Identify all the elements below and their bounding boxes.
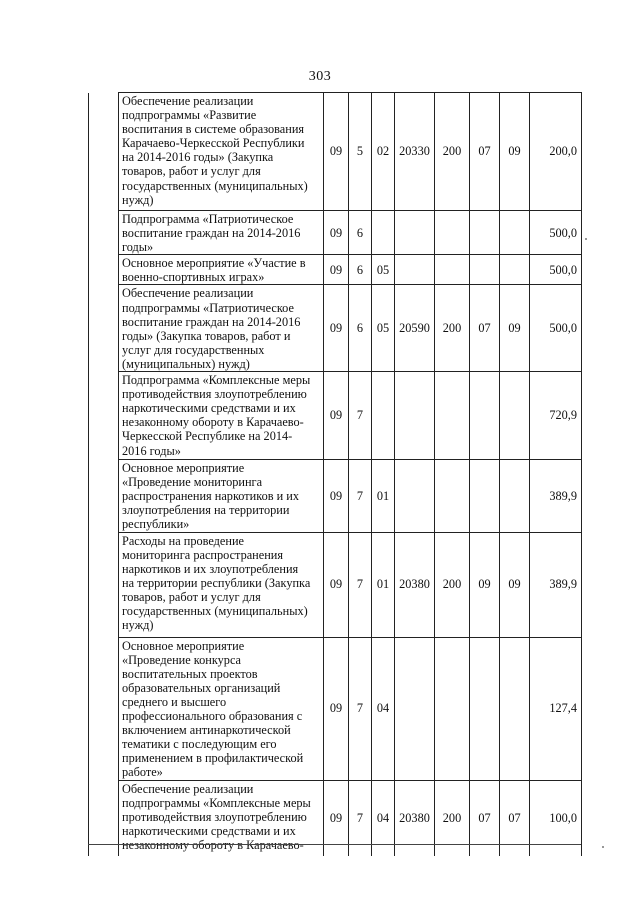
table-row [89,460,582,532]
subsection-cell [500,211,530,255]
description-line: профессионального образования с [122,708,303,723]
program-code-cell: 6 [349,285,372,372]
description-line: услуг для государственных [122,342,265,357]
page-number: 303 [308,69,332,84]
description-line: наркотическими средствами и их [122,401,296,416]
direction-code-cell: 20380 [395,532,435,637]
description-line: «Проведение мониторинга [122,475,263,490]
subprogram-code-cell: 04 [372,637,395,780]
index-cell [89,285,119,372]
continuation-rule [88,844,581,845]
subprogram-code-cell: 05 [372,285,395,372]
program-code-cell: 7 [349,372,372,460]
description-line: товаров, работ и услуг для [122,164,261,179]
description-line: государственных (муниципальных) [122,178,308,193]
description-line: работе» [122,765,163,780]
subsection-cell [500,637,530,780]
subsection-cell: 09 [500,285,530,372]
chapter-cell [470,372,500,460]
description-line: Расходы на проведение [122,533,245,548]
direction-code-cell [395,372,435,460]
description-line: воспитательных проектов [122,666,258,681]
description-line: «Проведение конкурса [122,652,242,667]
expense-type-cell: 200 [435,532,470,637]
index-cell [89,93,119,211]
program-code-cell: 7 [349,780,372,856]
section-code-cell: 09 [324,93,349,211]
description-line: государственных (муниципальных) [122,603,308,618]
index-cell [89,255,119,285]
subprogram-code-cell: 04 [372,780,395,856]
description-line: Обеспечение реализации [122,286,254,301]
subsection-cell: 09 [500,532,530,637]
section-code-cell: 09 [324,211,349,255]
direction-code-cell [395,460,435,532]
description-cell [119,372,324,460]
amount-cell: 500,0 [530,255,582,285]
description-line: противодействия злоупотреблению [122,809,307,824]
subsection-cell: 07 [500,780,530,856]
description-line: 2016 годы» [122,443,181,458]
description-line: мониторинга распространения [122,547,284,562]
section-code-cell: 09 [324,532,349,637]
program-code-cell: 6 [349,211,372,255]
program-code-cell: 7 [349,532,372,637]
subprogram-code-cell [372,372,395,460]
section-code-cell: 09 [324,460,349,532]
description-line: нужд) [122,192,154,207]
description-line: товаров, работ и услуг для [122,589,261,604]
scan-speck [602,846,604,848]
description-cell [119,460,324,532]
program-code-cell: 7 [349,637,372,780]
chapter-cell [470,255,500,285]
description-line: подпрограммы «Развитие [122,108,257,123]
description-cell [119,211,324,255]
section-code-cell: 09 [324,637,349,780]
description-line: на территории республики (Закупка [122,575,311,590]
description-line: военно-спортивных играх» [122,270,265,285]
chapter-cell [470,460,500,532]
index-cell [89,460,119,532]
section-code-cell: 09 [324,255,349,285]
program-code-cell: 7 [349,460,372,532]
description-line: Основное мероприятие «Участие в [122,256,306,271]
chapter-cell: 07 [470,780,500,856]
direction-code-cell: 20380 [395,780,435,856]
amount-cell: 500,0 [530,211,582,255]
expense-type-cell: 200 [435,285,470,372]
description-line: воспитания в системе образования [122,122,305,137]
description-line: Карачаево-Черкесской Республики [122,136,305,151]
expense-type-cell [435,255,470,285]
description-line: годы» (Закупка товаров, работ и [122,328,291,343]
chapter-cell: 07 [470,285,500,372]
description-line: незаконному обороту в Карачаево- [122,837,304,852]
description-cell [119,637,324,780]
amount-cell: 389,9 [530,460,582,532]
description-line: на 2014-2016 годы» (Закупка [122,150,274,165]
amount-cell: 100,0 [530,780,582,856]
subprogram-code-cell: 01 [372,532,395,637]
description-line: (муниципальных) нужд) [122,356,250,371]
description-line: применением в профилактической [122,751,304,766]
chapter-cell: 07 [470,93,500,211]
subsection-cell: 09 [500,93,530,211]
subsection-cell [500,460,530,532]
description-line: наркотическими средствами и их [122,823,296,838]
section-code-cell: 09 [324,372,349,460]
description-line: злоупотребления на территории [122,503,290,518]
expense-type-cell [435,460,470,532]
description-line: наркотиков и их злоупотребления [122,561,299,576]
section-code-cell: 09 [324,285,349,372]
expense-type-cell [435,211,470,255]
description-line: образовательных организаций [122,680,281,695]
subprogram-code-cell: 05 [372,255,395,285]
description-line: нужд) [122,618,154,633]
description-line: воспитание граждан на 2014-2016 [122,226,301,241]
description-line: тематики с последующим его [122,737,277,752]
amount-cell: 127,4 [530,637,582,780]
description-cell [119,532,324,637]
description-line: воспитание граждан на 2014-2016 [122,314,301,329]
table-row [89,255,582,285]
description-line: противодействия злоупотреблению [122,387,307,402]
description-line: Основное мероприятие [122,638,245,653]
table-row [89,211,582,255]
index-cell [89,372,119,460]
description-cell [119,285,324,372]
description-line: распространения наркотиков и их [122,489,300,504]
chapter-cell [470,211,500,255]
description-line: подпрограммы «Комплексные меры [122,795,311,810]
chapter-cell: 09 [470,532,500,637]
direction-code-cell: 20590 [395,285,435,372]
amount-cell: 720,9 [530,372,582,460]
subsection-cell [500,372,530,460]
description-line: Черкесской Республике на 2014- [122,429,293,444]
expense-type-cell: 200 [435,780,470,856]
description-line: Основное мероприятие [122,461,245,476]
chapter-cell [470,637,500,780]
expense-type-cell [435,372,470,460]
description-line: годы» [122,240,154,255]
index-cell [89,532,119,637]
description-line: среднего и высшего [122,694,227,709]
description-line: Обеспечение реализации [122,94,254,108]
table-row [89,285,582,372]
program-code-cell: 6 [349,255,372,285]
direction-code-cell [395,255,435,285]
description-line: Обеспечение реализации [122,781,254,796]
amount-cell: 389,9 [530,532,582,637]
direction-code-cell [395,211,435,255]
amount-cell: 500,0 [530,285,582,372]
table-row [89,532,582,637]
description-line: подпрограммы «Патриотическое [122,300,294,315]
program-code-cell: 5 [349,93,372,211]
scan-speck [585,238,587,240]
subprogram-code-cell [372,211,395,255]
index-cell [89,211,119,255]
direction-code-cell: 20330 [395,93,435,211]
budget-table [88,92,582,856]
index-cell [89,637,119,780]
description-line: республики» [122,517,190,532]
table-row [89,93,582,211]
description-line: Подпрограмма «Комплексные меры [122,373,311,388]
section-code-cell: 09 [324,780,349,856]
subsection-cell [500,255,530,285]
description-line: Подпрограмма «Патриотическое [122,212,294,226]
description-cell [119,255,324,285]
description-line: включением антинаркотической [122,723,291,738]
subprogram-code-cell: 01 [372,460,395,532]
description-line: незаконному обороту в Карачаево- [122,415,304,430]
table-row [89,372,582,460]
subprogram-code-cell: 02 [372,93,395,211]
expense-type-cell [435,637,470,780]
amount-cell: 200,0 [530,93,582,211]
expense-type-cell: 200 [435,93,470,211]
table-row [89,637,582,780]
description-cell [119,93,324,211]
direction-code-cell [395,637,435,780]
